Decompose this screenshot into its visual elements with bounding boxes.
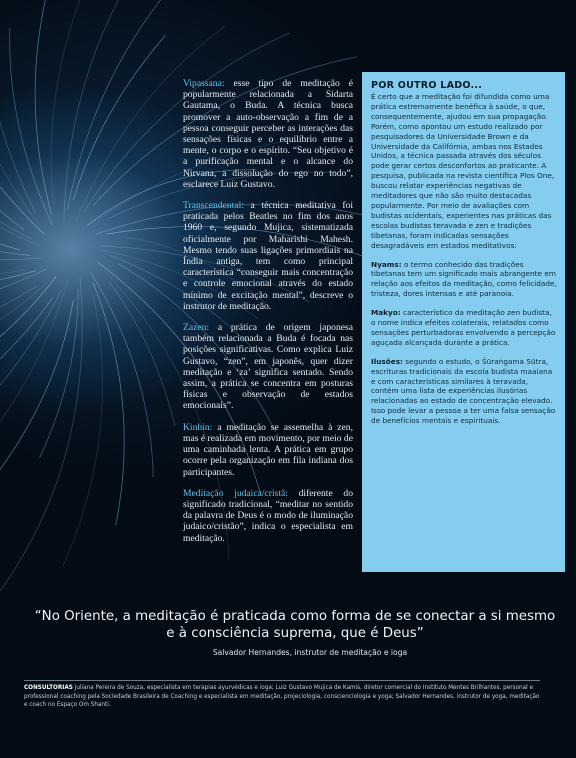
sidebar-text-nyams: o termo conhecido das tradições tibetanas tem um significado mais abrangente em relação aos efeitos da meditação, como felicidade, tristeza, dores intensas e até paranoia. [371,259,557,299]
light-ray [90,272,153,477]
sidebar-item-makyo [371,308,557,348]
term-judaica-crista: Meditação judaica/cristã: [183,487,288,499]
sidebar-item-ilusoes [371,357,557,426]
credits-text: Juliana Pereira de Souza, especialista em terapias ayurvédicas e ioga; Luiz Gustavo Mujica de Kamis, diretor comercial do Instituto Mentes Brilhantes, personal e professional coaching pela Sociedade Brasileira de Coaching e especialista em meditação, projeciologia, conscienciologia e yoga; Salvador Hernandes, instrutor de yoga, meditação e coach no Espaço Om Shanti. [24,685,540,709]
light-ray [51,0,103,203]
light-ray [35,0,51,214]
light-ray [0,0,36,213]
light-ray [0,263,24,276]
text-kinhin: a meditação se assemelha à zen, mas é realizada em movimento, por meio de uma caminhada lenta. A prática em grupo ocorre pela organização em fila indiana dos participantes. [183,421,353,478]
light-ray [73,35,165,200]
divider [24,680,540,681]
term-kinhin: Kinhin: [183,421,213,433]
light-ray [0,159,30,255]
sidebar-text-ilusoes: segundo o estudo, o Śūraṅgama Sūtra, escrituras tradicionais da escola budista maaiana e com características similares à teravada, contém uma lista de experiências ilusórias relacionadas ao estado de concentração elevado. Isso pode levar a pessoa a ter uma falsa sensação de benefícios mentais e espirituais. [371,356,556,426]
light-ray [0,0,39,225]
light-ray [0,0,44,234]
light-ray [0,289,62,494]
paragraph-judaica-crista [183,488,353,544]
light-ray [0,300,73,484]
text-zazen: a prática de origem japonesa também relacionada a Buda é focada nas posições significativas. Como explica Luiz Gustavo, “zen”, em japonês, quer dizer meditação e ‘za’ significa sentado. Sendo assim, a prática se concentra em posturas físicas e observação de estados emocionais”. [183,322,353,412]
sidebar-term-ilusoes: Ilusões: [371,356,403,366]
light-ray [0,297,53,475]
light-ray [10,28,53,225]
sidebar-item-nyams [371,260,557,300]
paragraph-kinhin [183,422,353,478]
pull-quote: “No Oriente, a meditação é praticada como forma de se conectar a si mesmo e à consciência suprema, que é Deus” [34,609,556,641]
sidebar-text-makyo: característico da meditação zen budista, o nome indica efeitos colaterais, relatados como sensações perturbadoras envolvendo a percepção aguçada alcançada durante a prática. [371,308,556,347]
term-transcendental: Transcendental: [183,200,244,212]
paragraph-zazen [183,322,353,412]
light-ray [109,282,175,427]
light-ray [63,294,103,566]
light-ray [0,249,36,291]
paragraph-transcendental [183,200,353,312]
sidebar-term-nyams: Nyams: [371,259,402,269]
text-vipassana: esse tipo de meditação é popularmente relacionada a Sidarta Gautama, o Buda. A técnica busca promover a auto-observação a fim de a pessoa conseguir perceber as interações das sensações físicas e o equilíbrio entre a mente, o corpo e o espírito. “Seu objetivo é a purificação mental e o alcance do Nirvana, a dissolução do ego no todo”, esclarece Luiz Gustavo. [183,78,353,190]
light-ray [40,289,79,458]
light-ray [0,217,41,259]
sidebar-term-makyo: Makyo: [371,308,401,318]
credits-label: CONSULTORIAS [24,685,73,691]
term-zazen: Zazen: [183,322,210,334]
term-vipassana: Vipassana: [183,78,225,89]
main-article-column [183,78,353,554]
text-transcendental: a técnica meditativa foi praticada pelos Beatles no fim dos anos 1960 e, segundo Mujica, sistematizada oficialmente por Maharishi Mahesh. Mesmo tendo suas ligações primordiais na Índia antiga, tem como principal característica “conseguir mais concentração e controle emocional através do estado mínimo de excitação mental”, descreve o instrutor de meditação. [183,200,353,312]
light-ray [0,283,47,383]
sidebar-intro: É certo que a meditação foi difundida como uma prática extremamente benéfica à saúde, o que, consequentemente, ajudou em sua propagação. Porém, como apontou um estudo realizado por pesquisadores da Universidade Brown e da Universidade da Califórnia, ambas nos Estados Unidos, a técnica passada através dos séculos pode gerar certos desconfortos ao praticante. A pesquisa, publicada na revista científica Plos One, buscou relatar experiências negativas de meditadores que não são muito destacadas popularmente. Por meio de avaliações com budistas ocidentais, experientes nas práticas das escolas budistas teravada e zen e tradições tibetanas, foram indicadas sensações desagradáveis em estados meditativos: [371,92,555,250]
sidebar-box [362,72,565,572]
credits [24,684,544,710]
sidebar-title: POR OUTRO LADO... [371,80,483,91]
quote-author: Salvador Hernandes, instrutor de meditação e ioga [212,648,408,657]
text-judaica-crista: diferente do significado tradicional, “meditar no sentido da palavra de Deus é o modo de iluminação judaico/cristão”, indica o especialista em meditação. [183,487,353,544]
paragraph-vipassana [183,78,353,190]
